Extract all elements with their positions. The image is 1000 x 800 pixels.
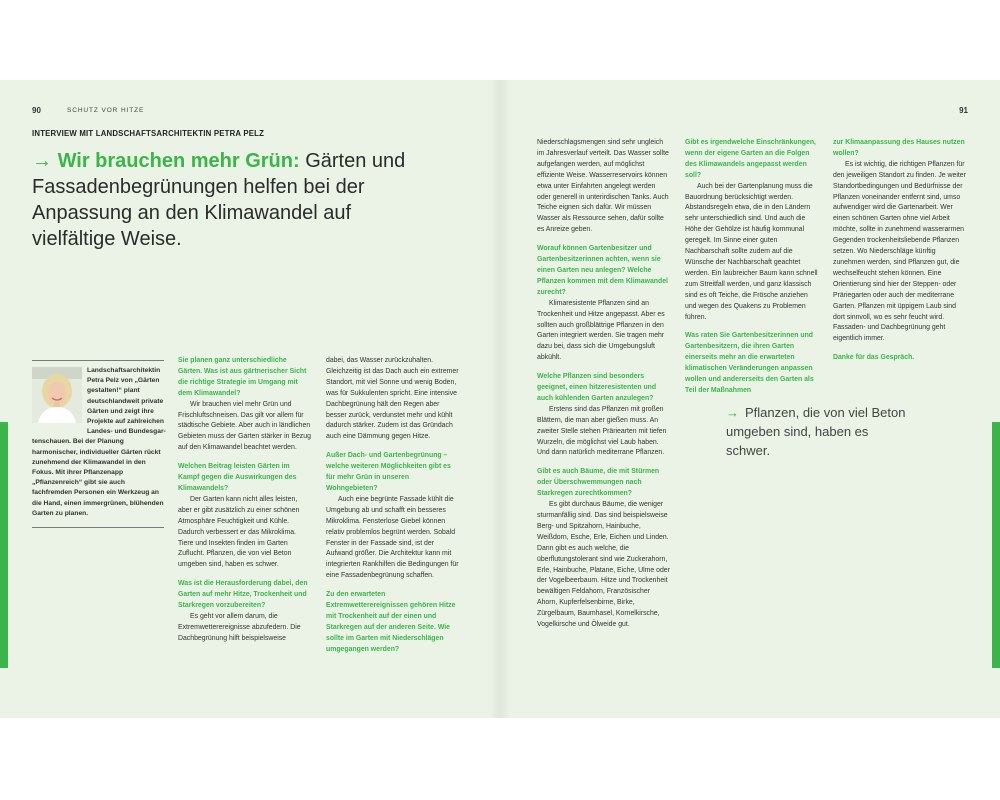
- arrow-right-icon: →: [32, 150, 52, 172]
- interview-question: Welche Pflanzen sind besonders geeignet, einen hitzeresistenten und auch kühlenden Garten anzulegen?: [537, 373, 657, 402]
- interview-question: Was raten Sie Gartenbesitzerinnen und Gartenbesitzern, die ihren Garten einerseits mehr an die erwarteten klimatischen Veränderungen anpassen wollen und andererseits den Garten als Teil der Maßnahmen: [685, 332, 814, 394]
- interview-question: Welchen Beitrag leisten Gärten im Kampf gegen die Auswirkungen des Klimawandels?: [178, 463, 297, 492]
- interview-answer: Niederschlagsmengen sind sehr ungleich im Jahresverlauf verteilt. Das Wasser sollte aufgefangen werden, auf möglichst effiziente Weise. Wasserreservoirs können etwa unter Einfahrten angelegt werden oder generell in unterirdischen Tanks. Auch Teiche eignen sich dafür. Wir müssen Wasser als Ressource sehen, dafür sollte es Anreize geben.: [537, 139, 669, 234]
- interview-kicker: INTERVIEW MIT LANDSCHAFTSARCHITEKTIN PETRA PELZ: [32, 129, 265, 138]
- section-title: SCHUTZ VOR HITZE: [67, 107, 145, 114]
- interview-question: Sie planen ganz unterschiedliche Gärten. Was ist aus gärtnerischer Sicht die richtige Strategie im Umgang mit dem Klimawandel?: [178, 357, 307, 397]
- pullquote-text: Pflanzen, die von viel Beton umgeben sind, haben es schwer.: [726, 405, 906, 458]
- interview-question: Danke für das Gespräch.: [833, 354, 915, 362]
- column-2: [326, 356, 460, 656]
- headline: [32, 148, 432, 252]
- page-number-right: 91: [959, 106, 968, 115]
- bio-top-rule: [32, 360, 164, 361]
- left-page: [0, 80, 496, 718]
- bio-rest: tenschauen. Bei der Planung harmonischer, individueller Gärten rückt zunehmend der Klimawandel in den Fokus. Mit ihrer Pflanzenapp „Pflanzenreich“ gibt sie auch fachfremden Personen ein Werkzeug an die Hand, einen immergrünen, blühenden Garten zu planen.: [32, 438, 164, 517]
- interview-answer: Wir brauchen viel mehr Grün und Frischluftschneisen. Das gilt vor allem für städtische Gebiete. Aber auch in ländlichen Gebieten muss der Garten stärker in Bezug auf den Klimawandel beachtet werden.: [178, 400, 311, 452]
- interview-question: Was ist die Herausforderung dabei, den Garten auf mehr Hitze, Trockenheit und Starkregen vorzubereiten?: [178, 580, 308, 610]
- interview-question: Außer Dach- und Gartenbegrünung – welche weiteren Möglichkeiten gibt es für mehr Grün in unseren Wohngebieten?: [326, 452, 451, 492]
- interview-answer: dabei, das Wasser zurückzuhalten. Gleichzeitig ist das Dach auch ein extremer Standort, mit viel Sonne und wenig Boden, was für Sukkulenten spricht. Eine intensive Dachbegrünung hält den Regen aber besser zurück, verdunstet mehr und kühlt dadurch stärker. Zudem ist das Gründach auch eine Dämmung gegen Hitze.: [326, 357, 459, 441]
- right-page: [504, 80, 1000, 718]
- interview-answer: Es geht vor allem darum, die Extremwetterereignisse abzufedern. Die Dachbegrünung hilft beispielsweise: [178, 612, 301, 642]
- interview-answer: Erstens sind das Pflanzen mit großen Blättern, die man aber gießen muss. An zweiter Stelle stehen Präriearten mit tiefen Wurzeln, die möglichst viel Laub haben. Und dann natürlich mediterrane Pflanzen.: [537, 405, 667, 457]
- pullquote-arrow-icon: →: [726, 405, 739, 420]
- bio-first: Landschaftsarchitektin Petra Pelz von „Gärten gestalten!“ plant deutschlandweit private Gärten und zeigt ihre Projekte auf zahlreichen Landes- und Bundesgar-: [87, 367, 166, 436]
- interview-question: Gibt es irgendwelche Einschränkungen, wenn der eigene Garten an die Folgen des Klimawandels angepasst werden soll?: [685, 139, 816, 179]
- interview-answer: Auch eine begrünte Fassade kühlt die Umgebung ab und schafft ein besseres Mikroklima. Fensterlose Giebel können relativ problemlos begrünt werden. Sobald Fenster in der Fassade sind, ist der Aufwand größer. Die Architektur kann mit integrierten Rankhilfen die Bedingungen für eine Fassadenbegrünung schaffen.: [326, 495, 459, 580]
- pull-quote: [726, 403, 911, 460]
- column-1: [178, 356, 312, 645]
- column-5: [833, 138, 967, 364]
- bio-bottom-rule: [32, 527, 164, 528]
- interview-answer: Der Garten kann nicht alles leisten, aber er gibt zusätzlich zu einer schönen Atmosphäre Feuchtigkeit und Kühle. Dadurch verbessert er das Mikroklima. Tiere und Insekten finden im Garten Zuflucht. Pflanzen, die von viel Beton umgeben sind, haben es schwer.: [178, 495, 300, 569]
- bio-text: [32, 366, 166, 519]
- interview-answer: Auch bei der Gartenplanung muss die Bauordnung berücksichtigt werden. Abstandsregeln etwa, die in den Ländern sehr unterschiedlich sind. Und auch die Höhe der Gehölze ist häufig kommunal geregelt. Im Sinne einer guten Nachbarschaft sollte zudem auf die Wünsche der Nachbarschaft geachtet werden. Ein laubreicher Baum kann schnell zum Streitfall werden, und ganz klassisch sind es oft Teiche, die Frösche anziehen und wegen des Quakens zu Problemen führen.: [685, 182, 818, 321]
- page-number-left: 90: [32, 106, 41, 115]
- interview-answer: Es ist wichtig, die richtigen Pflanzen für den jeweiligen Standort zu finden. Je weiter Standortbedingungen und Bedürfnisse der Pflanzen voneinander entfernt sind, umso aufwendiger wird die Gartenarbeit. Wer einen schönen Garten ohne viel Arbeit möchte, sollte in zunehmend wasserarmen Gegenden trockenheitsliebende Pflanzen setzen. Wo Niederschläge künftig zunehmen werden, sind Pflanzen gut, die wechselfeucht stehen können. Eine Orientierung sind hier der Steppen- oder Präriegarten oder auch der mediterrane Garten. Pflanzen mit üppigem Laub sind dort sinnvoll, wo es sehr feucht wird. Fassaden- und Dachbegrünung geht eigentlich immer.: [833, 160, 966, 343]
- column-4: [685, 138, 819, 397]
- left-edge-marker: [0, 422, 8, 668]
- headline-bold: Wir brauchen mehr Grün:: [57, 150, 300, 172]
- interview-question: Worauf können Gartenbesitzer und Gartenbesitzerinnen achten, wenn sie einen Garten neu anlegen? Welche Pflanzen kommen mit dem Klimawandel zurecht?: [537, 245, 668, 296]
- interview-question: Zu den erwarteten Extremwetterereignissen gehören Hitze mit Trockenheit auf der einen und Starkregen auf der anderen Seite. Wie sollte im Garten mit Niederschlägen umgegangen werden?: [326, 591, 456, 653]
- interview-answer: Klimaresistente Pflanzen sind an Trockenheit und Hitze angepasst. Aber es sollten auch großblättrige Pflanzen in den Garten integriert werden. Sie tragen mehr dazu bei, dass sich die Umgebungsluft abkühlt.: [537, 299, 665, 362]
- magazine-spread: [0, 80, 1000, 718]
- interview-question: Gibt es auch Bäume, die mit Stürmen oder Überschwemmungen nach Starkregen zurechtkommen?: [537, 468, 660, 498]
- interview-answer: Es gibt durchaus Bäume, die weniger sturmanfällig sind. Das sind beispielsweise Berg- und Spitzahorn, Hainbuche, Weißdorn, Esche, Erle, Eichen und Linden. Dann gibt es auch welche, die überflutungstolerant sind wie Zuckerahorn, Erle, Hainbuche, Platane, Eiche, Ulme oder der Vogelbeerbaum. Hitze und Trockenheit bewältigen Feldahorn, Französischer Ahorn, Kupferfelsenbirne, Birke, Zürgelbaum, Baumhasel, Kornelkirsche, Vogelkirsche und Ölweide gut.: [537, 501, 670, 629]
- headline-rest: Gärten und Fassadenbegrünungen helfen bei der Anpassung an den Klimawandel auf vielfältige Weise.: [32, 150, 406, 250]
- interview-question: zur Klimaanpassung des Hauses nutzen wollen?: [833, 139, 965, 157]
- column-3: [537, 138, 671, 631]
